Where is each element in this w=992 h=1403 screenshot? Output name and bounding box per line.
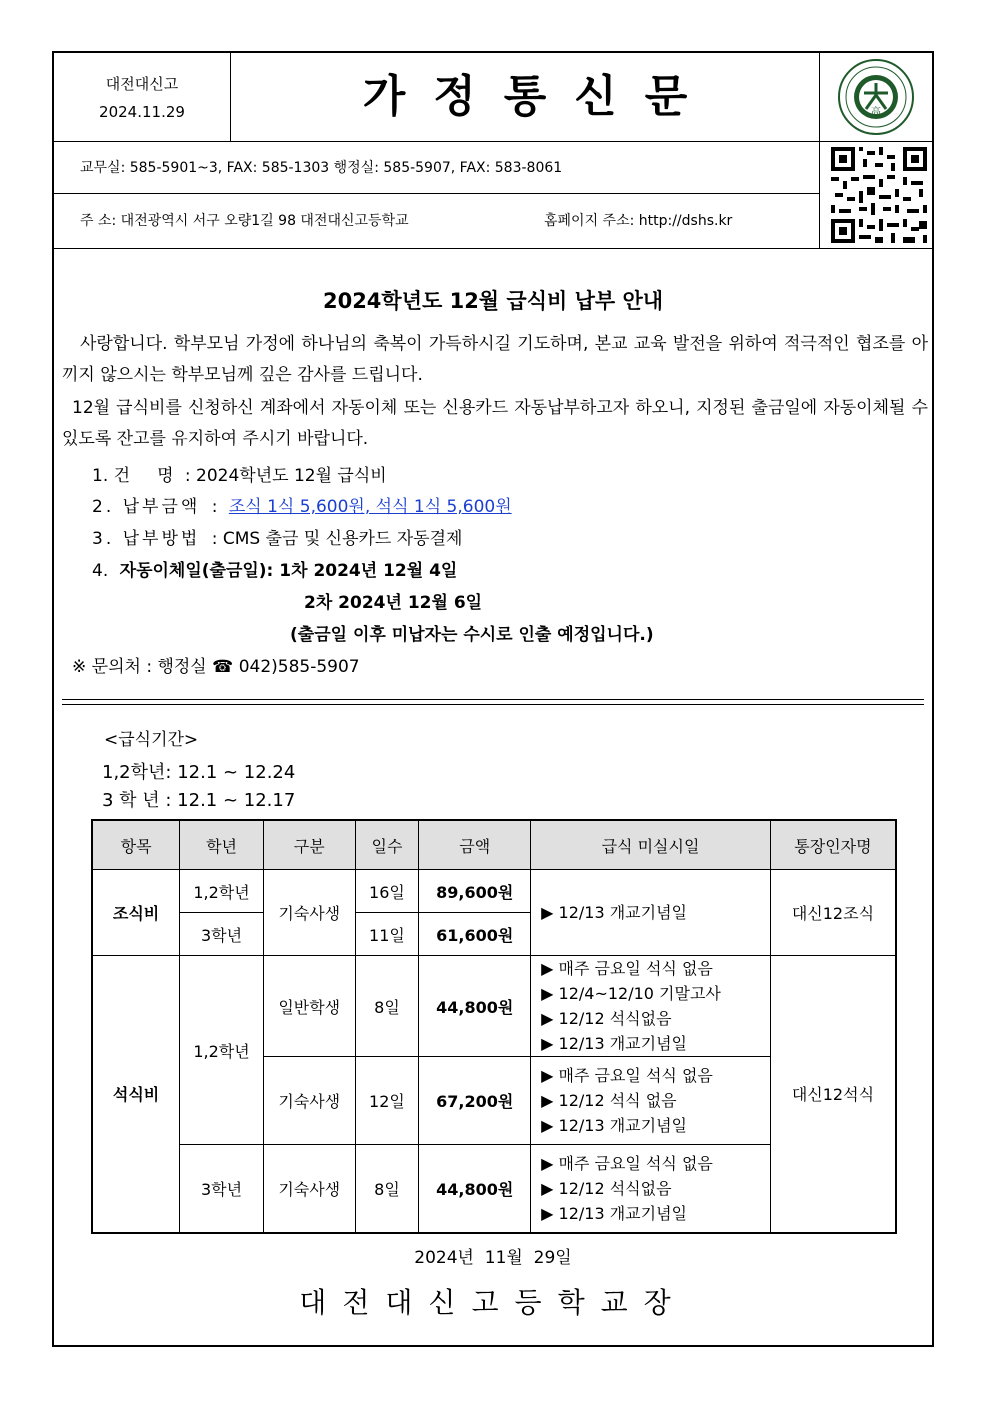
item-4-second-date: 2차 2024년 12월 6일 bbox=[304, 593, 483, 613]
table-row bbox=[92, 870, 896, 913]
table-row bbox=[92, 956, 896, 1057]
days-cell: 8일 bbox=[355, 1145, 419, 1233]
period-grade12: 1,2학년: 12.1 ~ 12.24 bbox=[102, 762, 296, 783]
dinner-notes bbox=[531, 956, 771, 1057]
grade-cell: 3학년 bbox=[180, 1145, 264, 1233]
contact-row bbox=[54, 141, 820, 194]
logo-character: 高 bbox=[871, 107, 881, 118]
note-item: ▶ 12/13 개교기념일 bbox=[541, 903, 687, 922]
note-item: ▶ 매주 금요일 석식 없음 bbox=[541, 959, 713, 978]
item-4-label: 4. bbox=[92, 561, 109, 581]
header-cell: 금액 bbox=[419, 820, 531, 870]
period-grade3: 3 학 년 : 12.1 ~ 12.17 bbox=[102, 790, 296, 811]
dinner-account: 대신12석식 bbox=[770, 956, 896, 1233]
address-row bbox=[54, 193, 820, 249]
note-item: ▶ 12/12 석식 없음 bbox=[541, 1091, 677, 1110]
school-logo bbox=[819, 53, 933, 141]
note-item: ▶ 12/12 석식없음 bbox=[541, 1009, 672, 1028]
header-cell: 급식 미실시일 bbox=[531, 820, 771, 870]
item-2 bbox=[92, 492, 512, 517]
meal-fee-table bbox=[91, 819, 897, 1234]
amount-cell: 44,800원 bbox=[419, 1145, 531, 1233]
amount-cell: 89,600원 bbox=[419, 870, 531, 913]
address-info: 주 소: 대전광역시 서구 오량1길 98 대전대신고등학교 bbox=[80, 213, 409, 229]
item-2-label: 2. 납부금액 bbox=[92, 497, 201, 517]
type-cell: 기숙사생 bbox=[263, 1057, 355, 1145]
footer-date-text: 2024년 11월 29일 bbox=[414, 1248, 572, 1268]
item-1-value: : 2024학년도 12월 급식비 bbox=[184, 466, 387, 486]
grade-cell: 3학년 bbox=[180, 913, 264, 956]
school-date-box bbox=[54, 53, 231, 141]
breakfast-notes bbox=[531, 870, 771, 956]
type-cell: 기숙사생 bbox=[263, 870, 355, 956]
period-heading: <급식기간> bbox=[104, 730, 199, 750]
qr-code[interactable] bbox=[819, 141, 932, 249]
amount-cell: 67,200원 bbox=[419, 1057, 531, 1145]
header-cell: 항목 bbox=[92, 820, 180, 870]
note-item: ▶ 12/12 석식없음 bbox=[541, 1178, 672, 1198]
footer-date bbox=[54, 1243, 932, 1268]
breakfast-label: 조식비 bbox=[92, 870, 180, 956]
greeting-paragraph: 사랑합니다. 학부모님 가정에 하나님의 축복이 가득하시길 기도하며, 본교 교육 발전을 위하여 적극적인 협조를 아끼지 않으시는 학부모님께 깊은 감사를 드립니다. bbox=[62, 334, 928, 385]
school-emblem-icon bbox=[820, 53, 933, 141]
item-1-label: 1. 건 명 bbox=[92, 466, 174, 486]
issue-date: 2024.11.29 bbox=[99, 103, 185, 121]
item-2-sep: : bbox=[211, 497, 218, 517]
item-4 bbox=[92, 556, 457, 581]
item-3-value: : CMS 출금 및 신용카드 자동결제 bbox=[211, 529, 463, 549]
dinner-label: 석식비 bbox=[92, 956, 180, 1233]
school-short-name: 대전대신고 bbox=[105, 75, 179, 93]
days-cell: 8일 bbox=[355, 956, 419, 1057]
grade-cell: 1,2학년 bbox=[180, 870, 264, 913]
instruction-paragraph: 12월 급식비를 신청하신 계좌에서 자동이체 또는 신용카드 자동납부하고자 하오니, 지정된 출금일에 자동이체될 수 있도록 잔고를 유지하여 주시기 바랍니다. bbox=[62, 398, 928, 449]
notice-frame bbox=[52, 51, 934, 1347]
grade-cell: 1,2학년 bbox=[180, 956, 264, 1145]
contact-info: 교무실: 585-5901~3, FAX: 585-1303 행정실: 585-5907, FAX: 583-8061 bbox=[80, 160, 563, 176]
item-2-value: 조식 1식 5,600원, 석식 1식 5,600원 bbox=[228, 497, 512, 517]
days-cell: 11일 bbox=[355, 913, 419, 956]
note-item: ▶ 12/13 개교기념일 bbox=[541, 1034, 687, 1053]
header-cell: 학년 bbox=[180, 820, 264, 870]
item-3-label: 3. 납부방법 bbox=[92, 529, 201, 549]
note-item: ▶ 12/13 개교기념일 bbox=[541, 1116, 687, 1135]
type-cell: 기숙사생 bbox=[263, 1145, 355, 1233]
note-item: ▶ 12/13 개교기념일 bbox=[541, 1203, 687, 1223]
principal-signature: 대전대신고등학교장 bbox=[299, 1286, 687, 1319]
header-cell: 일수 bbox=[355, 820, 419, 870]
qr-code-icon bbox=[819, 141, 932, 248]
note-item: ▶ 매주 금요일 석식 없음 bbox=[541, 1153, 713, 1173]
days-cell: 12일 bbox=[355, 1057, 419, 1145]
note-item: ▶ 12/4~12/10 기말고사 bbox=[541, 984, 721, 1003]
header-cell: 구분 bbox=[263, 820, 355, 870]
table-header-row bbox=[92, 820, 896, 870]
dinner-notes bbox=[531, 1145, 771, 1233]
withdrawal-note: (출금일 이후 미납자는 수시로 인출 예정입니다.) bbox=[290, 625, 654, 645]
note-item: ▶ 매주 금요일 석식 없음 bbox=[541, 1066, 713, 1085]
type-cell: 일반학생 bbox=[263, 956, 355, 1057]
amount-cell: 61,600원 bbox=[419, 913, 531, 956]
item-4-value: 자동이체일(출금일): 1차 2024년 12월 4일 bbox=[119, 561, 458, 581]
inquiry-contact: ※ 문의처 : 행정실 ☎ 042)585-5907 bbox=[72, 657, 360, 677]
amount-cell: 44,800원 bbox=[419, 956, 531, 1057]
item-3 bbox=[92, 524, 462, 549]
page-title: 가정통신문 bbox=[362, 71, 716, 122]
header-cell: 통장인자명 bbox=[770, 820, 896, 870]
item-1 bbox=[92, 461, 387, 486]
divider bbox=[62, 699, 924, 705]
breakfast-account: 대신12조식 bbox=[770, 870, 896, 956]
notice-title: 2024학년도 12월 급식비 납부 안내 bbox=[322, 289, 664, 313]
days-cell: 16일 bbox=[355, 870, 419, 913]
dinner-notes bbox=[531, 1057, 771, 1145]
homepage-info[interactable]: 홈페이지 주소: http://dshs.kr bbox=[544, 213, 733, 229]
